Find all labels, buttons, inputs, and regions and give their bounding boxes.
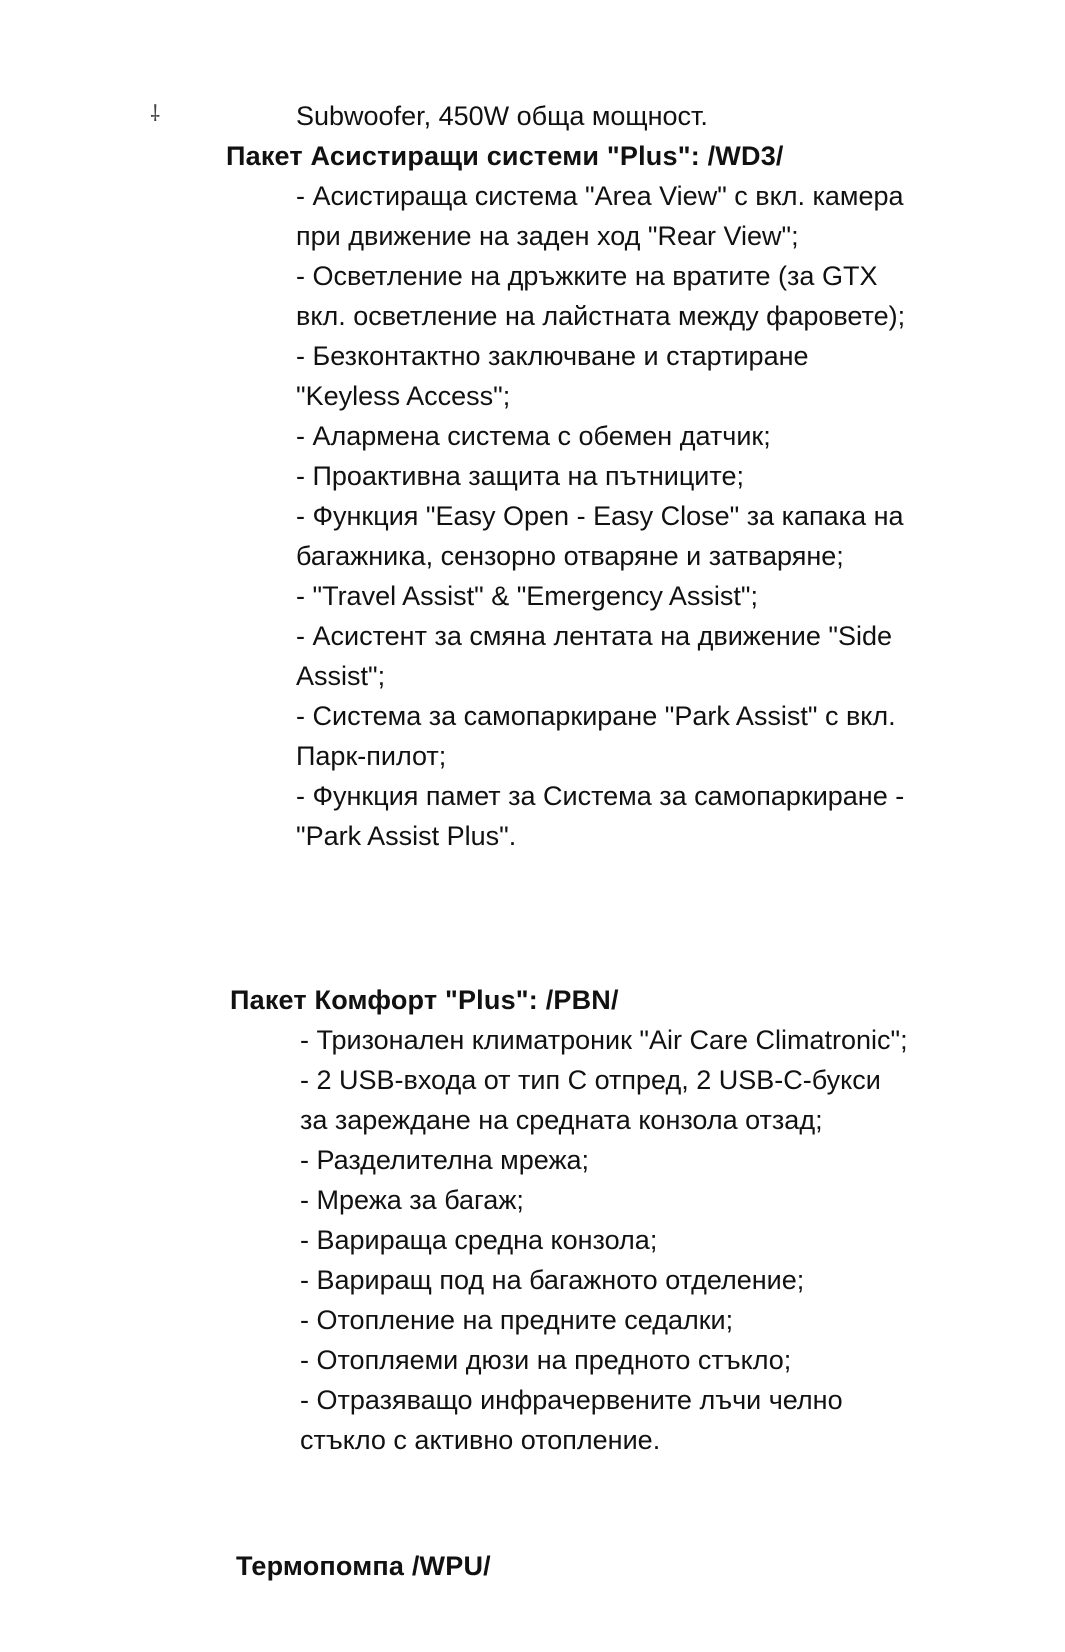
list-item: - Разделителна мрежа; xyxy=(300,1145,590,1175)
intro-line: Subwoofer, 450W обща мощност. xyxy=(296,101,708,131)
list-item: - Система за самопаркиране "Park Assist" с вкл. Парк-пилот; xyxy=(296,701,896,771)
list-item: - Функция "Easy Open - Easy Close" за капака на багажника, сензорно отваряне и затваряне; xyxy=(296,501,904,571)
scan-artifact-mark: ⸸ xyxy=(150,101,161,126)
list-item: - Мрежа за багаж; xyxy=(300,1185,524,1215)
list-item: - Асистираща система "Area View" с вкл. камера при движение на заден ход "Rear View"; xyxy=(296,181,904,251)
list-item: - Отопляеми дюзи на предното стъкло; xyxy=(300,1345,792,1375)
assist-plus-item-list xyxy=(296,176,916,856)
list-item: - Вариращ под на багажното отделение; xyxy=(300,1265,805,1295)
list-item: - Асистент за смяна лентата на движение "Side Assist"; xyxy=(296,621,893,691)
comfort-plus-item-list xyxy=(300,1020,910,1460)
section-title-comfort-plus: Пакет Комфорт "Plus": /PBN/ xyxy=(230,985,619,1015)
list-item: - Отопление на предните седалки; xyxy=(300,1305,734,1335)
list-item: - 2 USB-входа от тип С отпред, 2 USB-C-букси за зареждане на средната конзола отзад; xyxy=(300,1065,881,1135)
section-title-assist-plus: Пакет Асистиращи системи "Plus": /WD3/ xyxy=(226,141,784,171)
list-item: - Отразяващо инфрачервените лъчи челно стъкло с активно отопление. xyxy=(300,1385,843,1455)
list-item: - Алармена система с обемен датчик; xyxy=(296,421,771,451)
list-item: - Безконтактно заключване и стартиране "Keyless Access"; xyxy=(296,341,809,411)
list-item: - Проактивна защита на пътниците; xyxy=(296,461,744,491)
list-item: - Осветление на дръжките на вратите (за GTX вкл. осветление на лайстната между фаровете); xyxy=(296,261,906,331)
list-item: - Тризонален климатроник "Air Care Climatronic"; xyxy=(300,1025,908,1055)
list-item: - "Travel Assist" & "Emergency Assist"; xyxy=(296,581,758,611)
list-item: - Варираща средна конзола; xyxy=(300,1225,658,1255)
section-title-heat-pump: Термопомпа /WPU/ xyxy=(236,1551,491,1581)
list-item: - Функция памет за Система за самопаркиране - "Park Assist Plus". xyxy=(296,781,905,851)
